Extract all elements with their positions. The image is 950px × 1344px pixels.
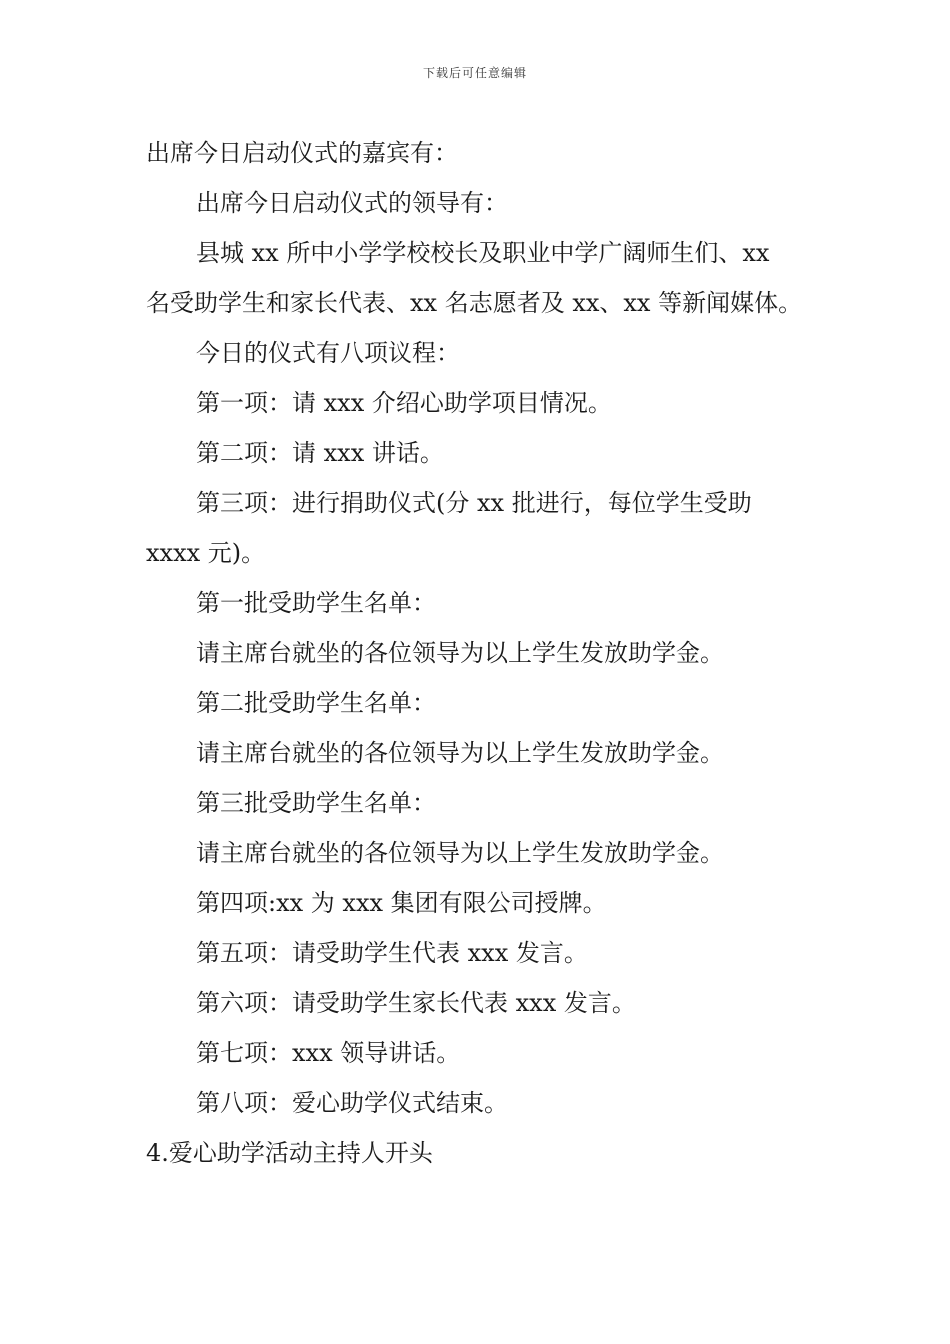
paragraph-line: 第二项：请 xxx 讲话。 [196,439,444,467]
paragraph-line: xxxx 元)。 [146,539,266,567]
section-heading: 4.爱心助学活动主持人开头 [146,1139,433,1167]
paragraph-line: 第四项:xx 为 xxx 集团有限公司授牌。 [196,889,607,917]
paragraph-line: 出席今日启动仪式的领导有： [196,189,508,217]
paragraph-line: 县城 xx 所中小学学校校长及职业中学广阔师生们、xx [196,239,770,267]
paragraph-line: 名受助学生和家长代表、xx 名志愿者及 xx、xx 等新闻媒体。 [146,289,803,317]
document-body [146,128,816,1178]
paragraph-line: 第六项：请受助学生家长代表 xxx 发言。 [196,989,636,1017]
paragraph-line: 第一项：请 xxx 介绍心助学项目情况。 [196,389,612,417]
paragraph-line: 第五项：请受助学生代表 xxx 发言。 [196,939,588,967]
paragraph-line: 请主席台就坐的各位领导为以上学生发放助学金。 [196,839,724,867]
paragraph-line: 请主席台就坐的各位领导为以上学生发放助学金。 [196,639,724,667]
paragraph-line: 今日的仪式有八项议程： [196,339,460,367]
paragraph-line: 第七项：xxx 领导讲话。 [196,1039,461,1067]
paragraph-line: 出席今日启动仪式的嘉宾有： [146,139,458,167]
paragraph-line: 第八项：爱心助学仪式结束。 [196,1089,508,1117]
paragraph-line: 请主席台就坐的各位领导为以上学生发放助学金。 [196,739,724,767]
paragraph-line: 第三批受助学生名单： [196,789,436,817]
paragraph-line: 第三项：进行捐助仪式(分 xx 批进行，每位学生受助 [196,489,752,517]
paragraph-line: 第二批受助学生名单： [196,689,436,717]
header-note: 下载后可任意编辑 [422,66,527,80]
paragraph-line: 第一批受助学生名单： [196,589,436,617]
